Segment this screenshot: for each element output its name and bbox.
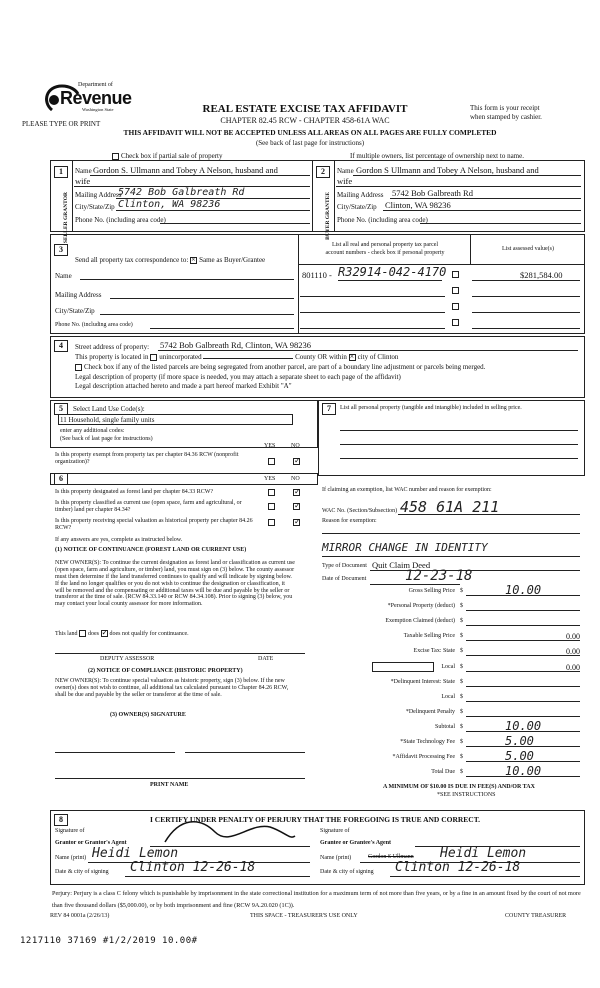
tax-row-dollar: $ — [460, 648, 463, 655]
county-treasurer: COUNTY TREASURER — [505, 913, 567, 919]
additional-codes: enter any additional codes: — [60, 428, 125, 434]
exempt-no-checkbox[interactable]: ✓ — [294, 456, 301, 465]
value-header: List assessed value(s) — [502, 246, 554, 252]
grantee-date: Clinton 12-26-18 — [395, 860, 521, 875]
minimum-due: A MINIMUM OF $10.00 IS DUE IN FEE(S) AND/OR TAX — [383, 784, 535, 790]
warning: THIS AFFIDAVIT WILL NOT BE ACCEPTED UNLESS ALL AREAS ON ALL PAGES ARE FULLY COMPLETED — [123, 128, 497, 137]
s3-mailing-label: Mailing Address — [55, 291, 102, 299]
q2-yes-checkbox[interactable] — [268, 503, 275, 510]
within-city-checkbox[interactable]: × — [349, 351, 355, 361]
s5-yes: YES — [264, 443, 276, 449]
notice1-title: (1) NOTICE OF CONTINUANCE (FOREST LAND OR CURRENT USE) — [55, 547, 247, 553]
section-5-num: 5 — [54, 403, 68, 415]
buyer-side-label: BUYER GRANTEE — [325, 192, 331, 240]
doc-type-label: Type of Document — [322, 563, 367, 569]
owner-sig-label: (3) OWNER(S) SIGNATURE — [110, 712, 186, 718]
tax-row-dollar: $ — [460, 633, 463, 640]
tax-row-dollar: $ — [460, 618, 463, 625]
q3-yes-checkbox[interactable] — [268, 519, 275, 526]
located-in: This property is located in unincorporated County OR within × city of Clinton — [75, 351, 399, 361]
tax-row-dollar: $ — [460, 663, 463, 670]
dept-line2: Revenue — [60, 88, 132, 108]
section-6-num: 6 — [54, 473, 68, 485]
chapter-ref: CHAPTER 82.45 RCW - CHAPTER 458-61A WAC — [220, 116, 390, 125]
tax-row-dollar: $ — [460, 723, 463, 730]
section-8-num: 8 — [54, 814, 68, 826]
q1-no-checkbox[interactable]: ✓ — [294, 487, 301, 496]
exempt-yes-checkbox[interactable] — [268, 458, 275, 465]
please-type: PLEASE TYPE OR PRINT — [22, 120, 101, 128]
tax-row-dollar: $ — [460, 739, 463, 745]
assessed-value: $281,584.00 — [520, 270, 563, 280]
reason-label: Reason for exemption: — [322, 518, 377, 524]
segregated: Check box if any of the listed parcels are being segregated from another parcel, are part of a boundary line adjustment or parcels being merged. — [75, 363, 580, 371]
segregated-checkbox[interactable] — [75, 364, 82, 371]
section-1-num: 1 — [54, 166, 68, 178]
parcel1-personal-checkbox[interactable] — [452, 271, 459, 278]
unincorporated-checkbox[interactable] — [150, 354, 157, 361]
parcel2-personal-checkbox[interactable] — [452, 287, 459, 294]
parcel-header-2: account numbers - check box if personal property — [325, 250, 445, 256]
tax-row-line — [466, 686, 580, 687]
seller-city: Clinton, WA 98236 — [118, 199, 221, 210]
tax-row-label: Excise Tax: State — [413, 648, 455, 655]
receipt-line1: This form is your receipt — [470, 104, 540, 112]
parcel-number: R32914-042-4170 — [338, 265, 447, 279]
rev-number: REV 84 0001a (2/26/13) — [50, 913, 110, 919]
grantor-sig-label: Signature of — [55, 828, 85, 834]
buyer-city-label: City/State/Zip — [337, 203, 377, 211]
partial-sale-checkbox[interactable] — [112, 153, 119, 160]
buyer-name-label: Name — [337, 167, 354, 175]
form-title: REAL ESTATE EXCISE TAX AFFIDAVIT — [202, 103, 408, 115]
doc-date: 12-23-18 — [405, 568, 473, 584]
tax-row-label: *Personal Property (deduct) — [387, 603, 455, 610]
tax-row-dollar: $ — [460, 678, 463, 685]
grantor-name: Heidi Lemon — [92, 846, 179, 861]
doc-date-label: Date of Document — [322, 576, 367, 582]
street-label: Street address of property: — [75, 343, 150, 351]
q3-no-checkbox[interactable]: ✓ — [294, 517, 301, 526]
tax-row-label: *Delinquent Interest: State — [390, 678, 455, 685]
tax-row-label: Exemption Claimed (deduct) — [385, 618, 455, 625]
does-not-checkbox[interactable]: ✓ — [101, 628, 109, 637]
tax-row-line — [466, 716, 580, 717]
doc-type: Quit Claim Deed — [372, 560, 431, 570]
seller-mailing-label: Mailing Address — [75, 191, 122, 199]
dept-line3: Washington State — [82, 107, 114, 112]
notice2-body: NEW OWNER(S): To continue special valuation as historic property, sign (3) below. If the new owner(s) does not wish to continue, all additional tax calculated pursuant to Chapter 84.26 RCW, shall be due and payable by the seller or transferor at the time of sale. — [55, 678, 289, 698]
deputy-assessor: DEPUTY ASSESSOR — [100, 656, 155, 662]
tax-row-handwritten: 10.00 — [505, 583, 542, 597]
seller-mailing: 5742 Bob Galbreath Rd — [118, 187, 245, 198]
tax-row-dollar: $ — [460, 754, 463, 761]
s3-name-label: Name — [55, 272, 72, 280]
tax-row-line — [466, 701, 580, 702]
grantee-agent: Grantee or Grantee's Agent — [320, 840, 392, 846]
notice2-title: (2) NOTICE OF COMPLIANCE (HISTORIC PROPERTY) — [88, 668, 243, 674]
parcel4-personal-checkbox[interactable] — [452, 319, 459, 326]
dor-logo — [40, 80, 130, 123]
tax-row-label: Subtotal — [434, 723, 455, 730]
tax-row-dollar: $ — [460, 708, 463, 715]
multiple-owners: If multiple owners, list percentage of ownership next to name. — [350, 152, 524, 160]
tax-row-handwritten: 10.00 — [505, 764, 542, 779]
qualify-line: This land does ✓ does not qualify for continuance. — [55, 628, 189, 637]
buyer-city: Clinton, WA 98236 — [385, 200, 451, 210]
grantor-name-label: Name (print) — [55, 855, 87, 861]
tax-row-label: Total Due — [431, 769, 455, 776]
treasurer-space: THIS SPACE - TREASURER'S USE ONLY — [250, 913, 358, 919]
q1-yes-checkbox[interactable] — [268, 489, 275, 496]
notice1-body: NEW OWNER(S): To continue the current designation as forest land or classification as current use (open space, farm and agriculture, or timber) land, you must sign on (3) below. The county assessor must then determine if the land transferred continues to qualify and will indicate by signing below. If the land no longer qualifies or you do not wish to continue the designation or classification, it will be removed and the compensating or additional taxes will be due and payable by the seller or transferor at the time of sale. (RCW 84.33.140 or RCW 84.34.108). Prior to signing (3) below, you may contact your local county assessor for more information. — [55, 560, 295, 608]
s6-q2: Is this property classified as current use (open space, farm and agricultural, or timber) land per chapter 84.34? — [55, 500, 242, 513]
tax-row-dollar: $ — [460, 693, 463, 700]
tax-row-dollar: $ — [460, 603, 463, 610]
seller-name-label: Name — [75, 167, 92, 175]
grantor-date-label: Date & city of signing — [55, 869, 109, 875]
tax-row-dollar: $ — [460, 769, 463, 776]
buyer-mailing: 5742 Bob Galbreath Rd — [392, 188, 473, 198]
see-back: (See back of last page for instructions) — [255, 139, 365, 147]
tax-row-value: 0.00 — [566, 632, 580, 642]
grantor-signature-icon — [160, 812, 300, 848]
parcel-header-1: List all real and personal property tax parcel — [331, 242, 439, 248]
personal-prop: List all personal property (tangible and intangible) included in selling price. — [340, 405, 522, 411]
legal-desc: Legal description of property (if more space is needed, you may attach a separate sheet to each page of the affidavit) — [75, 373, 401, 381]
s6-q1: Is this property designated as forest land per chapter 84.33 RCW? — [55, 489, 214, 495]
tax-row-handwritten: 10.00 — [505, 718, 542, 733]
does-checkbox[interactable] — [79, 630, 86, 637]
exemption-claim: If claiming an exemption, list WAC number and reason for exemption: — [322, 487, 492, 493]
tax-row-label: *Delinquent Penalty — [405, 708, 455, 715]
seller-name-cont: wife — [75, 176, 91, 186]
local-tax-box[interactable] — [372, 662, 434, 672]
perjury-notice: Perjury: Perjury is a class C felony which is punishable by imprisonment in the state correctional institution for a maximum term of not more than five years, or by a fine in an amount fixed by the court of not more than five thousand dollars ($5,000.00), or by both imprisonment and fine (RCW 9A.20.020 (1C)). — [52, 890, 581, 909]
send-correspondence: Send all property tax correspondence to: × Same as Buyer/Grantee — [75, 254, 266, 264]
buyer-phone-label: Phone No. (including area code) — [337, 216, 428, 224]
parcel-prefix: 801110 - — [302, 270, 332, 280]
tax-row-label: *State Technology Fee — [400, 739, 455, 745]
tax-row-value: 0.00 — [566, 662, 580, 672]
s5-no: NO — [291, 443, 300, 449]
wac-number: 458 61A 211 — [400, 498, 500, 516]
tax-row-dollar: $ — [460, 588, 463, 594]
grantor-agent: Grantor or Grantor's Agent — [55, 840, 127, 846]
grantee-name-struck: Gordon S Ullmann — [368, 854, 414, 860]
seller-side-label: SELLER GRANTOR — [63, 192, 69, 244]
buyer-name: Gordon S Ullmann and Tobey A Nelson, husband and — [356, 165, 539, 175]
tax-row-value: 0.00 — [566, 647, 580, 657]
grantee-date-label: Date & city of signing — [320, 869, 374, 875]
s6-if-yes: If any answers are yes, complete as instructed below. — [55, 537, 183, 543]
legal-attached: Legal description attached hereto and made a part hereof marked Exhibit "A" — [75, 382, 292, 390]
tax-row-handwritten: 5.00 — [505, 734, 534, 748]
street-address: 5742 Bob Galbreath Rd, Clinton, WA 98236 — [160, 340, 311, 350]
grantee-name: Heidi Lemon — [440, 846, 527, 861]
dept-line1: Department of — [78, 82, 113, 88]
grantee-name-label: Name (print) — [320, 855, 352, 861]
partial-sale: Check box if partial sale of property — [112, 152, 222, 160]
section-6-header — [50, 473, 318, 485]
wac-label: WAC No. (Section/Subsection) — [322, 508, 398, 514]
s6-no: NO — [291, 476, 300, 482]
same-as-buyer-checkbox[interactable]: × — [191, 254, 196, 264]
buyer-name-cont: wife — [337, 176, 353, 186]
exempt-question: Is this property exempt from property tax per chapter 84.36 RCW (nonprofit organization)? — [55, 452, 239, 465]
tax-row-line — [466, 610, 580, 611]
s6-q3: Is this property receiving special valuation as historical property per chapter 84.26 RCW? — [55, 518, 253, 531]
receipt-line2: when stamped by cashier. — [470, 113, 542, 121]
receipt-stamp: 1217110 37169 #1/2/2019 10.00# — [20, 936, 198, 946]
tax-row-label: Gross Selling Price — [408, 588, 455, 594]
certify: I CERTIFY UNDER PENALTY OF PERJURY THAT THE FOREGOING IS TRUE AND CORRECT. — [150, 815, 481, 824]
section-3-num: 3 — [54, 244, 68, 256]
buyer-mailing-label: Mailing Address — [337, 191, 384, 199]
s5-see-back: (See back of last page for instructions) — [60, 436, 153, 442]
tax-row-label: Local — [441, 693, 455, 700]
deputy-date: DATE — [258, 656, 274, 662]
tax-row-handwritten: 5.00 — [505, 749, 534, 764]
s3-city-label: City/State/Zip — [55, 307, 95, 315]
s6-yes: YES — [264, 476, 276, 482]
parcel3-personal-checkbox[interactable] — [452, 303, 459, 310]
see-instructions: *SEE INSTRUCTIONS — [437, 792, 496, 798]
grantee-sig-label: Signature of — [320, 828, 350, 834]
tax-row-label: *Affidavit Processing Fee — [392, 754, 455, 761]
q2-no-checkbox[interactable]: ✓ — [294, 501, 301, 510]
print-name-label: PRINT NAME — [150, 782, 189, 788]
section-2-num: 2 — [316, 166, 330, 178]
tax-row-line — [466, 625, 580, 626]
section-4-num: 4 — [54, 340, 68, 352]
seller-phone-label: Phone No. (including area code) — [75, 216, 166, 224]
land-use-label: Select Land Use Code(s): — [73, 405, 145, 413]
s3-phone-label: Phone No. (including area code) — [55, 322, 133, 328]
land-use-value: 11 Household, single family units — [60, 416, 155, 424]
seller-name: Gordon S. Ullmann and Tobey A Nelson, husband and — [93, 165, 278, 175]
tax-row-label: Taxable Selling Price — [403, 633, 455, 640]
section-7-num: 7 — [322, 403, 336, 415]
grantor-date: Clinton 12-26-18 — [130, 860, 256, 875]
tax-row-label: Local — [441, 663, 455, 670]
seller-city-label: City/State/Zip — [75, 203, 115, 211]
reason-value: MIRROR CHANGE IN IDENTITY — [322, 541, 488, 554]
